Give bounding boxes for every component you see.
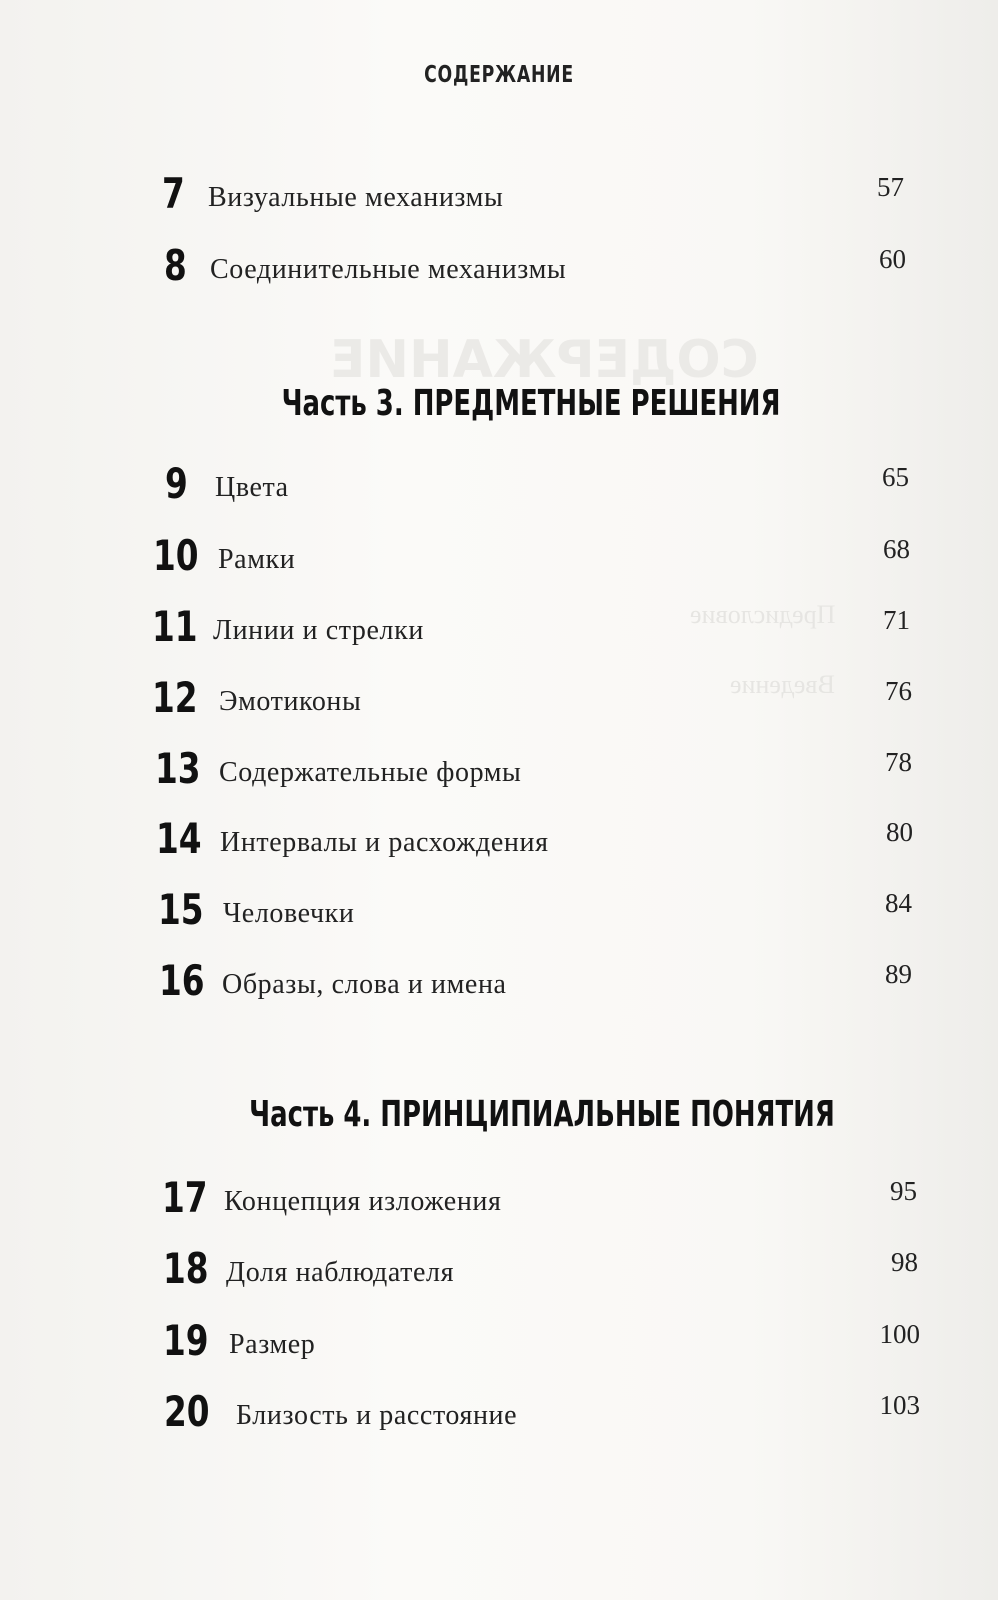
chapter-number: 12	[152, 673, 198, 722]
chapter-title: Эмотиконы	[219, 686, 362, 717]
page-number: 65	[882, 462, 909, 492]
page-number: 84	[885, 888, 912, 918]
page-number: 100	[879, 1319, 920, 1349]
toc-entry[interactable]	[0, 743, 998, 803]
chapter-number: 10	[153, 531, 199, 580]
chapter-title: Визуальные механизмы	[208, 182, 504, 213]
show-through-heading: СОДЕРЖАНИЕ	[330, 330, 759, 390]
page-number: 89	[885, 959, 912, 989]
page-number: 78	[885, 747, 912, 777]
chapter-title: Содержательные формы	[219, 757, 522, 788]
page-number: 60	[879, 244, 906, 274]
part-heading: Часть 4. ПРИНЦИПИАЛЬНЫЕ ПОНЯТИЯ	[249, 1094, 835, 1135]
toc-entry[interactable]	[0, 168, 998, 228]
toc-entry[interactable]	[0, 813, 998, 873]
page-number: 98	[891, 1247, 918, 1277]
chapter-number: 18	[163, 1244, 209, 1293]
chapter-number: 20	[164, 1387, 210, 1436]
page-number: 95	[890, 1176, 917, 1206]
part-heading: Часть 3. ПРЕДМЕТНЫЕ РЕШЕНИЯ	[281, 383, 781, 424]
toc-entry[interactable]	[0, 1172, 998, 1232]
page-number: 103	[879, 1390, 920, 1420]
toc-entry[interactable]	[0, 601, 998, 661]
chapter-number: 17	[162, 1173, 208, 1222]
chapter-number: 14	[156, 814, 202, 863]
toc-entry[interactable]	[0, 1386, 998, 1446]
chapter-number: 8	[164, 241, 187, 290]
chapter-number: 9	[165, 459, 188, 508]
page-number: 80	[886, 817, 913, 847]
chapter-number: 16	[159, 956, 205, 1005]
page-number: 76	[885, 676, 912, 706]
toc-entry[interactable]	[0, 1243, 998, 1303]
chapter-title: Образы, слова и имена	[222, 969, 507, 1000]
toc-entry[interactable]	[0, 240, 998, 300]
toc-entry[interactable]	[0, 955, 998, 1015]
chapter-title: Концепция изложения	[224, 1186, 502, 1217]
chapter-title: Доля наблюдателя	[226, 1257, 455, 1288]
page-number: 68	[883, 534, 910, 564]
chapter-number: 11	[152, 602, 198, 651]
chapter-title: Рамки	[218, 544, 296, 575]
running-head: СОДЕРЖАНИЕ	[424, 62, 574, 88]
show-through-text: Введение	[730, 670, 835, 699]
toc-entry[interactable]	[0, 672, 998, 732]
toc-entry[interactable]	[0, 530, 998, 590]
chapter-title: Близость и расстояние	[236, 1400, 518, 1431]
chapter-number: 13	[155, 744, 201, 793]
chapter-title: Размер	[229, 1329, 316, 1360]
chapter-number: 7	[162, 169, 185, 218]
chapter-title: Соединительные механизмы	[210, 254, 567, 285]
chapter-title: Линии и стрелки	[213, 615, 424, 646]
chapter-title: Интервалы и расхождения	[220, 827, 549, 858]
toc-entry[interactable]	[0, 458, 998, 518]
chapter-number: 19	[163, 1316, 209, 1365]
toc-entry[interactable]	[0, 1315, 998, 1375]
toc-entry[interactable]	[0, 884, 998, 944]
page-number: 57	[877, 172, 904, 202]
chapter-title: Цвета	[215, 472, 289, 503]
show-through-text: Предисловие	[690, 600, 836, 629]
page-number: 71	[883, 605, 910, 635]
chapter-title: Человечки	[223, 898, 355, 929]
chapter-number: 15	[158, 885, 204, 934]
